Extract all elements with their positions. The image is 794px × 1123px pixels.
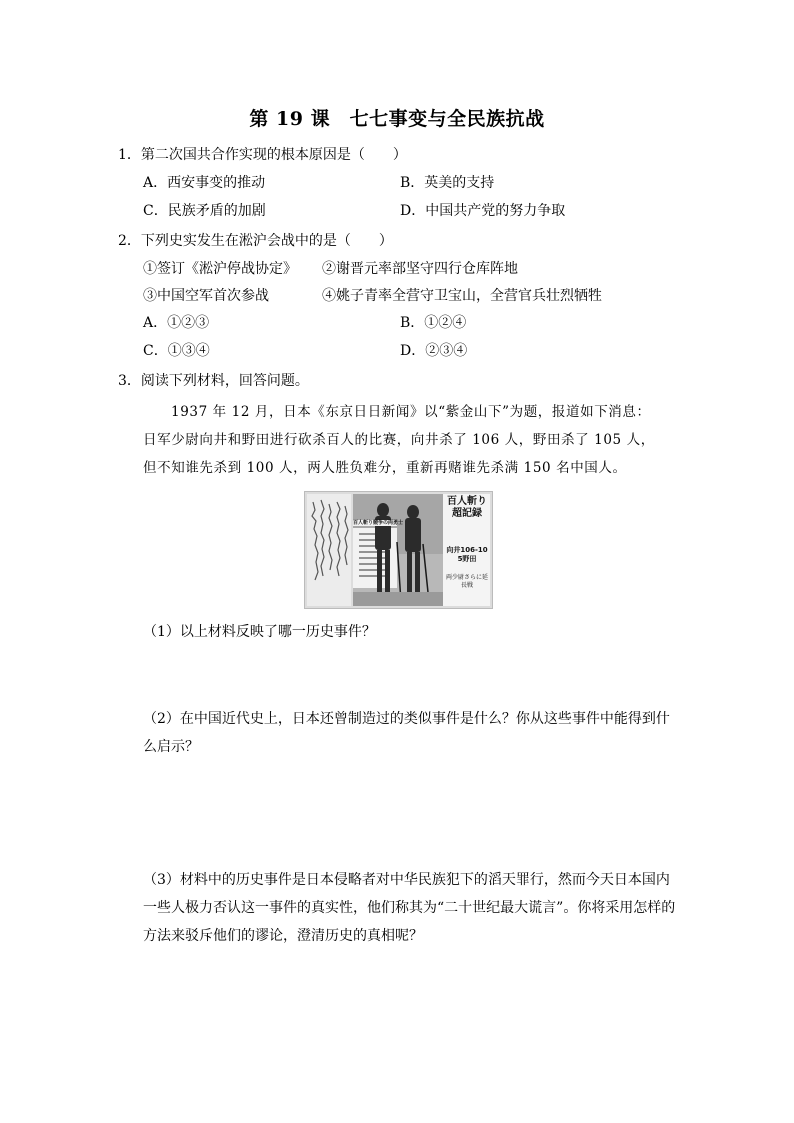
question-3-sub-1: （1）以上材料反映了哪一历史事件？ (143, 624, 376, 640)
photo-score: 向井106-105野田 (446, 546, 488, 563)
question-1-stem: 1．第二次国共合作实现的根本原因是（ ） (118, 147, 407, 163)
photo-headline: 百人斬り超記録 (447, 496, 487, 519)
question-1-option-b: B．英美的支持 (400, 175, 495, 191)
question-2-item-3: ③中国空军首次参战 (143, 288, 269, 304)
question-1-option-c: C．民族矛盾的加剧 (143, 203, 266, 219)
question-3-stem: 3．阅读下列材料，回答问题。 (118, 373, 309, 389)
photo-subheadline: 両少尉さらに延長戦 (445, 574, 488, 589)
question-2-option-b: B．①②④ (400, 315, 467, 331)
page-title: 第 19 课 七七事变与全民族抗战 (249, 108, 545, 130)
question-3-sub-3: （3）材料中的历史事件是日本侵略者对中华民族犯下的滔天罪行，然而今天日本国内一些人极力否认这一事件的真实性，他们称其为“二十世纪最大谎言”。你将采用怎样的方法来驳斥他们的谬论，澄清历史的真相呢？ (143, 872, 676, 944)
newspaper-photo (304, 491, 493, 609)
question-2-stem: 2．下列史实发生在淞沪会战中的是（ ） (118, 233, 393, 249)
question-1-option-a: A．西安事变的推动 (143, 175, 266, 191)
question-2-item-4: ④姚子青率全营守卫宝山，全营官兵壮烈牺牲 (322, 288, 602, 304)
photo-banner-text: 百人斬り競争の両勇士 (353, 520, 404, 526)
question-2-item-2: ②谢晋元率部坚守四行仓库阵地 (322, 261, 518, 277)
question-2-item-1: ①签订《淞沪停战协定》 (143, 261, 297, 277)
question-2-option-c: C．①③④ (143, 343, 210, 359)
question-1-option-d: D．中国共产党的努力争取 (400, 203, 566, 219)
question-2-option-a: A．①②③ (143, 315, 210, 331)
question-3-material: 1937 年 12 月，日本《东京日日新闻》以“紫金山下”为题，报道如下消息：日军少尉向井和野田进行砍杀百人的比赛，向井杀了 106 人，野田杀了 105 人，但不知谁先杀到 100 人，两人胜负难分，重新再赌谁先杀满 150 名中国人。 (143, 404, 655, 476)
question-2-option-d: D．②③④ (400, 343, 468, 359)
question-3-sub-2: （2）在中国近代史上，日本还曾制造过的类似事件是什么？你从这些事件中能得到什么启示？ (143, 711, 670, 755)
